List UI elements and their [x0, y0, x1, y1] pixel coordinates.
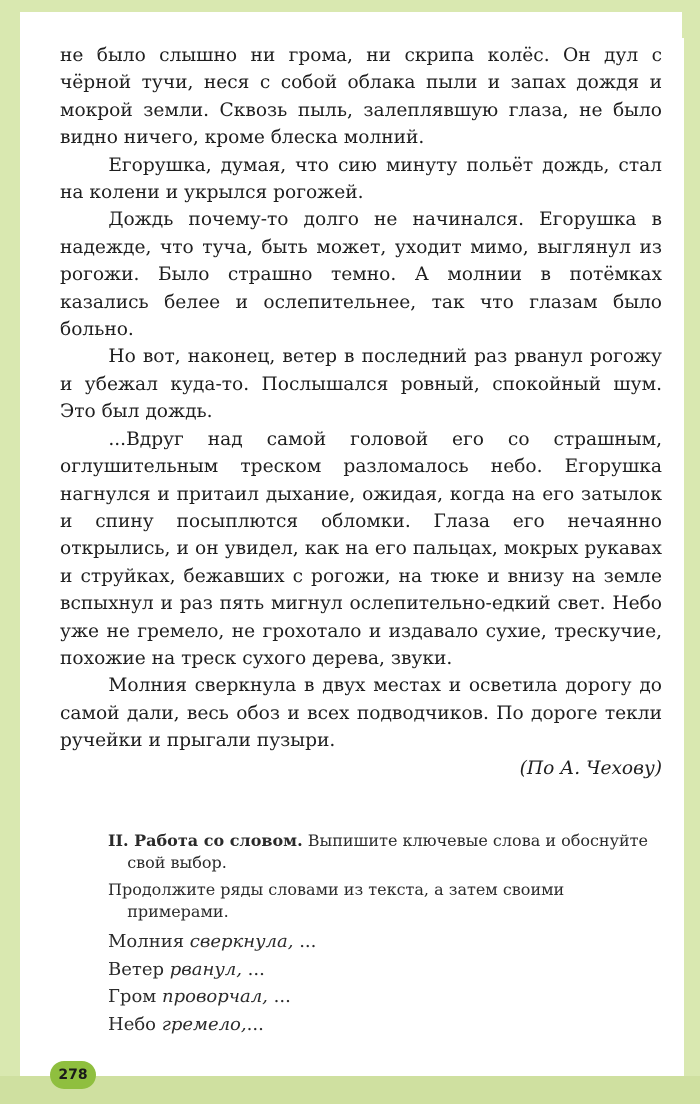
story-attribution: (По А. Чехову) — [519, 757, 662, 779]
task-section — [108, 830, 662, 928]
example-tail: ... — [293, 931, 317, 952]
example-verb: рванул, — [169, 958, 242, 980]
page-number-badge: 278 — [50, 1061, 96, 1089]
story-text — [60, 42, 662, 782]
example-verb: сверкнула, — [189, 931, 294, 952]
example-noun: Гром — [108, 986, 162, 1007]
left-decorative-band — [0, 0, 20, 1104]
example-row — [108, 983, 662, 1011]
task-instruction-text: Выпишите ключевые слова и обоснуйте свой выбор. — [127, 831, 648, 872]
example-noun: Небо — [108, 1013, 162, 1035]
task-heading: II. Работа со словом. — [108, 831, 303, 850]
example-tail: ... — [267, 986, 291, 1007]
story-paragraph: Егорушка, думая, что сию минуту польёт дождь, стал на колени и укрылся рогожей. — [60, 154, 662, 204]
task-instruction-2: Продолжите ряды словами из текста, а затем своими примерами. — [108, 880, 565, 921]
bottom-decorative-band — [0, 1076, 700, 1104]
example-tail: ... — [241, 958, 265, 980]
example-verb: гремело, — [161, 1013, 247, 1035]
story-paragraph: Молния сверкнула в двух местах и осветила дорогу до самой дали, весь обоз и всех подводчиков. По дороге текли ручейки и прыгали пузыри. — [60, 675, 662, 752]
example-row — [108, 1011, 662, 1039]
example-row — [108, 928, 662, 956]
story-paragraph: не было слышно ни грома, ни скрипа колёс. Он дул с чёрной тучи, неся с собой облака пыли и запах дождя и мокрой земли. Сквозь пыль, залеплявшую глаза, не было видно ничего, кроме блеска молний. — [60, 45, 662, 149]
story-paragraph: Дождь почему-то долго не начинался. Егорушка в надежде, что туча, быть может, уходит мимо, выглянул из рогожи. Было страшно темно. А молнии в потёмках казались белее и ослепительнее, так что глазам было больно. — [60, 209, 662, 341]
story-paragraph: Но вот, наконец, ветер в последний раз рванул рогожу и убежал куда-то. Послышался ровный, спокойный шум. Это был дождь. — [60, 346, 662, 423]
example-rows — [108, 928, 662, 1038]
right-decorative-band — [684, 0, 700, 1104]
top-decorative-band — [0, 0, 700, 38]
example-tail: ... — [246, 1013, 264, 1035]
example-noun: Ветер — [108, 958, 170, 980]
example-verb: проворчал, — [162, 986, 268, 1007]
example-noun: Молния — [108, 931, 190, 952]
example-row — [108, 956, 662, 984]
story-paragraph: ...Вдруг над самой головой его со страшным, оглушительным треском разломалось небо. Егорушка нагнулся и притаил дыхание, ожидая, когда на его затылок и спину посыплются обломки. Глаза его нечаянно открылись, и он увидел, как на его пальцах, мокрых рукавах и струйках, бежавших с рогожи, на тюке и внизу на земле вспыхнул и раз пять мигнул ослепительно-едкий свет. Небо уже не гремело, не грохотало и издавало сухие, трескучие, похожие на треск сухого дерева, звуки. — [60, 428, 662, 669]
task-instruction-1 — [108, 830, 662, 874]
